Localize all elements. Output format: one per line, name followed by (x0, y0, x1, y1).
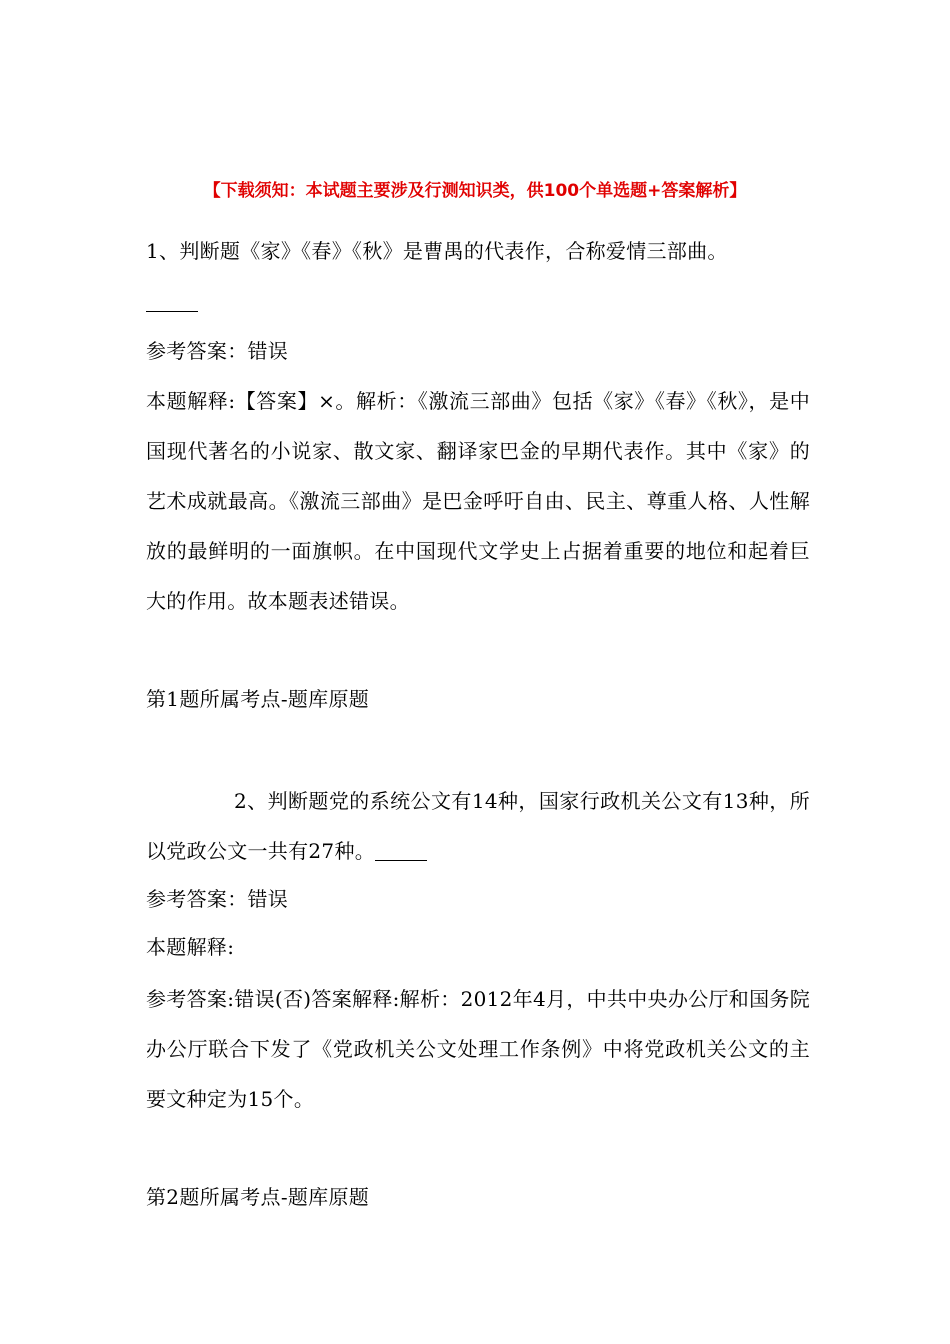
download-notice: 【下载须知：本试题主要涉及行测知识类，供100个单选题+答案解析】 (203, 181, 747, 201)
question-1-answer-blank (146, 311, 198, 312)
question-1-text: 1、判断题《家》《春》《秋》是曹禺的代表作，合称爱情三部曲。 (146, 239, 728, 263)
question-1-answer: 参考答案：错误 (146, 339, 289, 363)
question-2-text-content: 2、判断题党的系统公文有14种，国家行政机关公文有13种，所以党政公文一共有27种。 (146, 789, 810, 863)
question-1-explanation: 本题解释:【答案】×。解析：《激流三部曲》包括《家》《春》《秋》，是中国现代著名的小说家、散文家、翻译家巴金的早期代表作。其中《家》的艺术成就最高。《激流三部曲》是巴金呼吁自由、民主、尊重人格、人性解放的最鲜明的一面旗帜。在中国现代文学史上占据着重要的地位和起着巨大的作用。故本题表述错误。 (146, 389, 810, 613)
question-2-text (146, 776, 810, 876)
question-2-explanation: 参考答案:错误(否)答案解释:解析：2012年4月，中共中央办公厅和国务院办公厅联合下发了《党政机关公文处理工作条例》中将党政机关公文的主要文种定为15个。 (146, 987, 810, 1111)
question-1-point: 第1题所属考点-题库原题 (146, 687, 370, 711)
question-2-answer-blank (375, 860, 427, 861)
question-2-point: 第2题所属考点-题库原题 (146, 1185, 370, 1209)
question-2-answer: 参考答案：错误 (146, 887, 289, 911)
question-2-explanation-label: 本题解释: (146, 935, 235, 959)
